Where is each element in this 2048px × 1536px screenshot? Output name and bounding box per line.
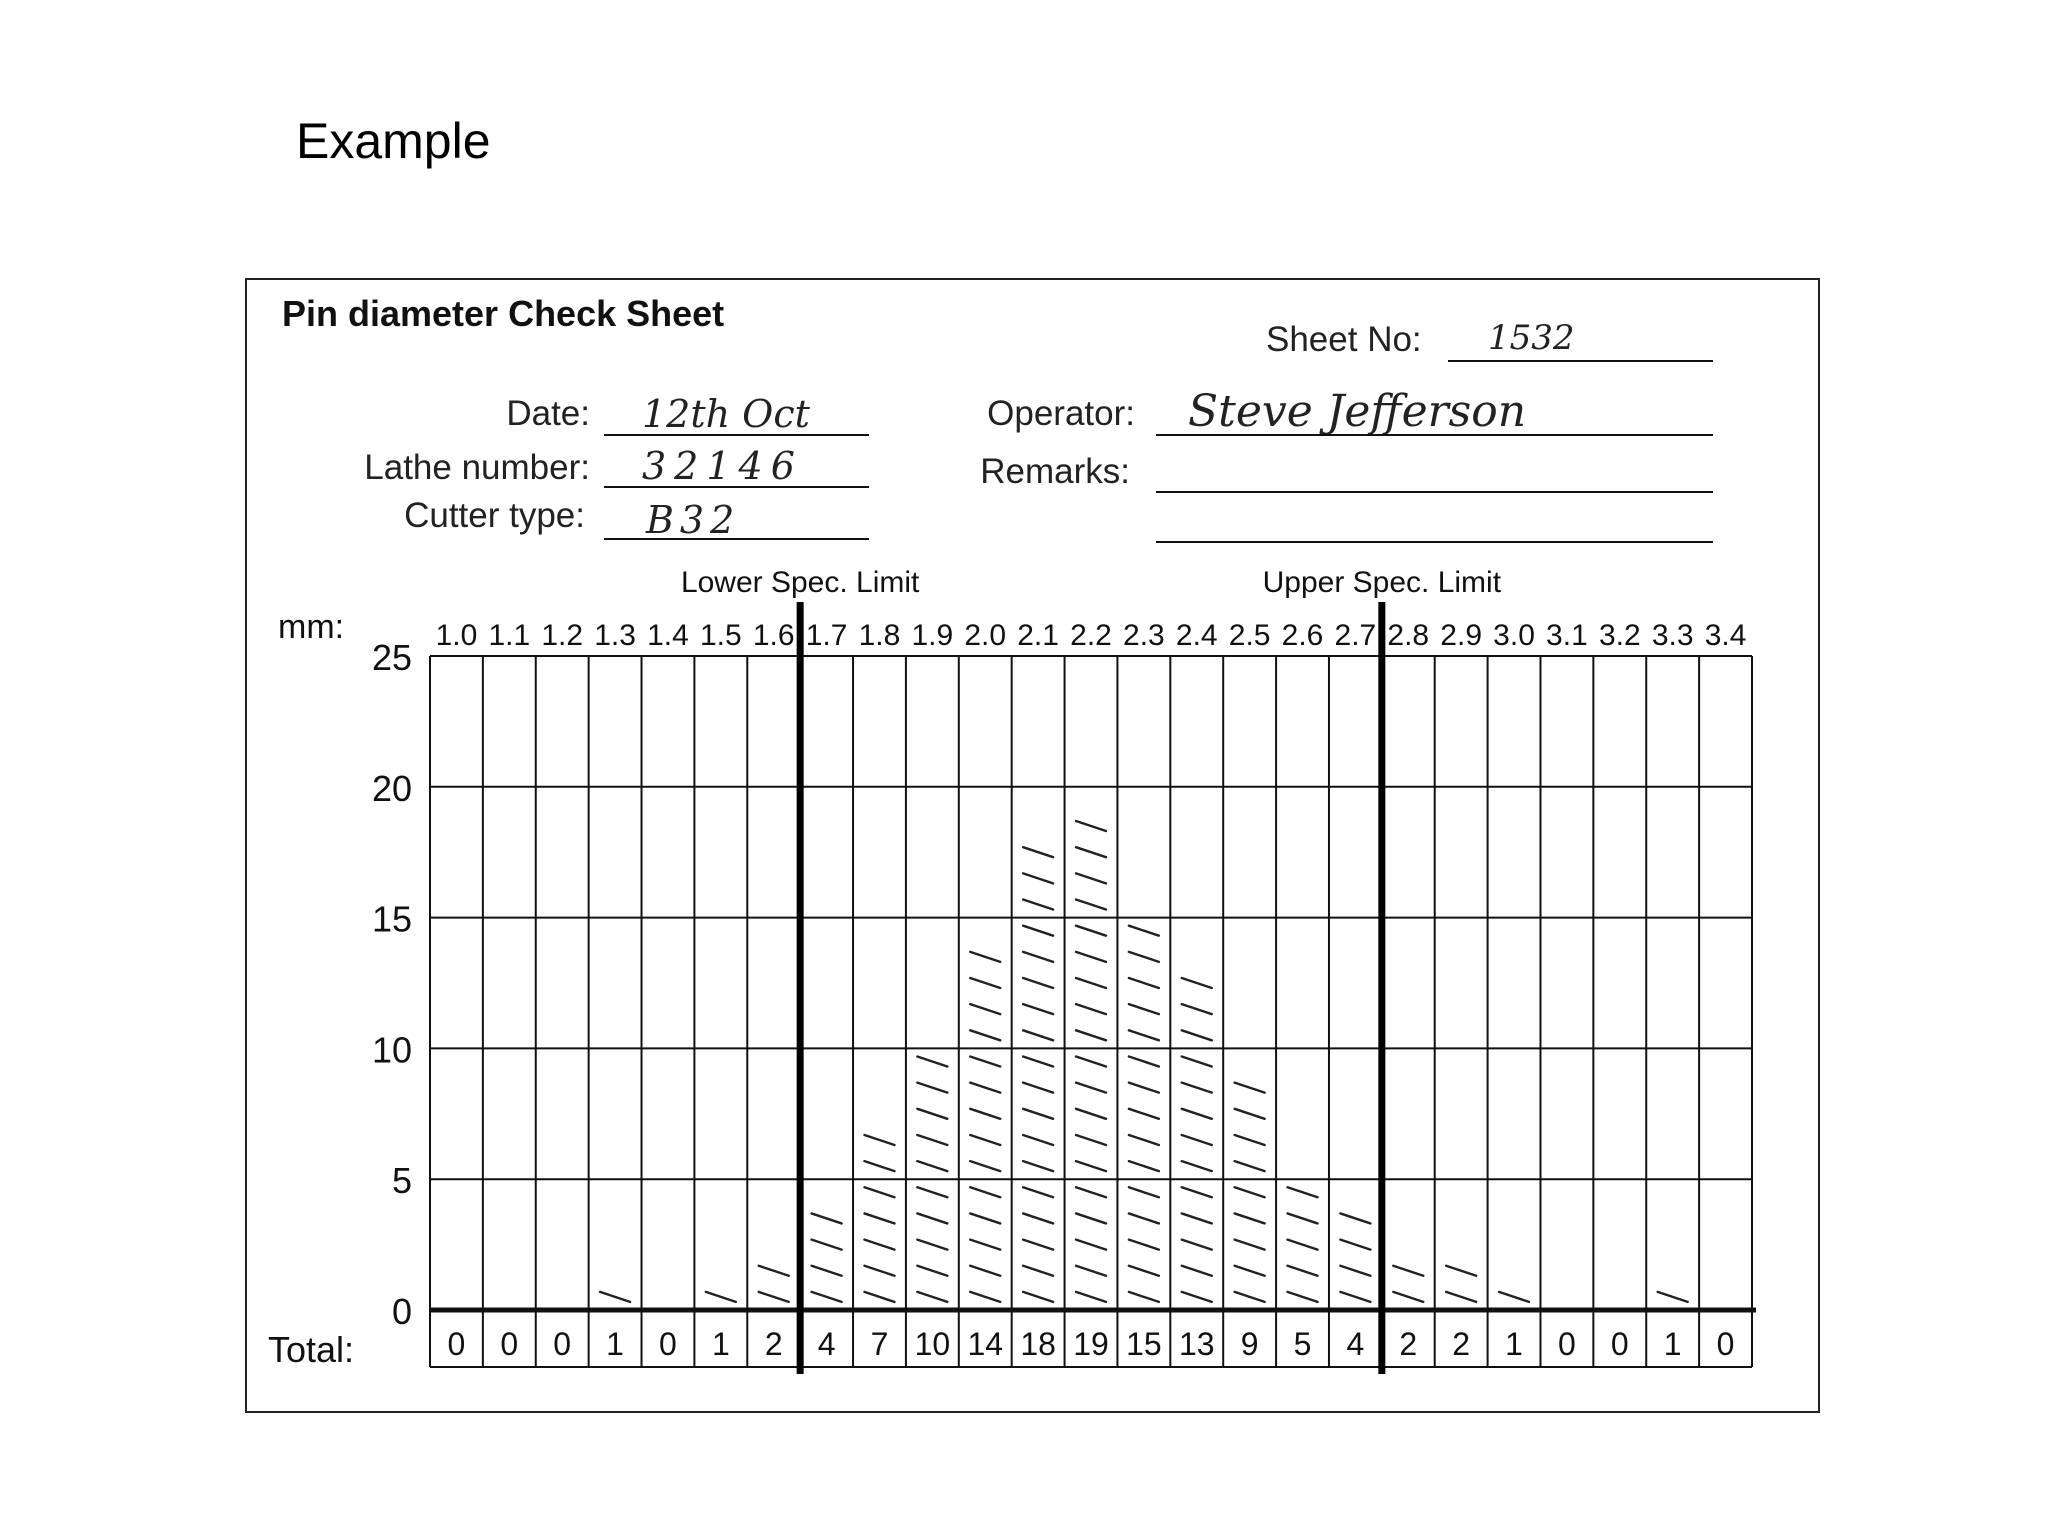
lower-spec-limit-label: Lower Spec. Limit	[680, 566, 920, 599]
tally-mark	[1182, 1266, 1212, 1276]
column-label: 1.8	[858, 619, 901, 652]
tally-mark	[1023, 847, 1053, 857]
tally-mark	[970, 1213, 1000, 1223]
tally-mark	[1129, 1240, 1159, 1250]
tally-mark	[1023, 1135, 1053, 1145]
column-total: 9	[1240, 1326, 1259, 1362]
column-total: 2	[1399, 1326, 1418, 1362]
tally-mark	[1076, 978, 1106, 988]
tally-mark	[1235, 1083, 1265, 1093]
lathe-number-label: Lathe number:	[364, 448, 590, 487]
tally-mark	[1182, 1083, 1212, 1093]
tally-mark	[1076, 1135, 1106, 1145]
column-total: 14	[967, 1326, 1004, 1362]
tally-mark	[1288, 1292, 1318, 1302]
tally-mark	[1076, 1109, 1106, 1119]
tally-mark	[1340, 1213, 1370, 1223]
column-total: 4	[817, 1326, 836, 1362]
column-label: 2.9	[1440, 619, 1483, 652]
slide-title: Example	[296, 113, 491, 169]
column-label: 1.9	[911, 619, 954, 652]
tally-mark	[1129, 978, 1159, 988]
tally-mark	[917, 1109, 947, 1119]
tally-mark	[1288, 1213, 1318, 1223]
tally-mark	[1129, 1083, 1159, 1093]
column-total: 2	[1452, 1326, 1471, 1362]
tally-mark	[1076, 873, 1106, 883]
column-label: 3.4	[1704, 619, 1747, 652]
tally-mark	[1076, 1292, 1106, 1302]
tally-mark	[1340, 1292, 1370, 1302]
tally-mark	[812, 1266, 842, 1276]
column-label: 2.2	[1070, 619, 1112, 652]
tally-mark	[917, 1240, 947, 1250]
column-total: 1	[606, 1326, 624, 1362]
column-label: 2.5	[1228, 619, 1271, 652]
column-label: 2.7	[1334, 619, 1377, 652]
tally-mark	[1340, 1266, 1370, 1276]
tally-mark	[1235, 1266, 1265, 1276]
tally-mark	[1288, 1240, 1318, 1250]
remarks-label: Remarks:	[980, 452, 1130, 491]
tally-mark	[1182, 1292, 1212, 1302]
tally-mark	[1235, 1292, 1265, 1302]
column-total: 19	[1073, 1326, 1109, 1362]
cutter-type-value[interactable]: B32	[646, 498, 741, 542]
tally-mark	[970, 1187, 1000, 1197]
column-label: 1.2	[541, 619, 584, 652]
tally-mark	[812, 1292, 842, 1302]
tally-mark	[970, 1004, 1000, 1014]
tally-mark	[1235, 1161, 1265, 1171]
column-label: 1.1	[488, 619, 531, 652]
tally-mark	[1076, 1004, 1106, 1014]
column-total: 0	[1558, 1326, 1576, 1362]
tally-mark	[1129, 1292, 1159, 1302]
y-tick-label: 25	[371, 637, 412, 678]
sheet-title: Pin diameter Check Sheet	[282, 293, 725, 334]
date-value[interactable]: 12th Oct	[642, 392, 810, 436]
tally-mark	[1129, 1109, 1159, 1119]
tally-mark	[1076, 1266, 1106, 1276]
column-label: 2.3	[1123, 619, 1165, 652]
tally-mark	[970, 1083, 1000, 1093]
sheet-no-label: Sheet No:	[1266, 320, 1422, 359]
tally-mark	[1288, 1266, 1318, 1276]
lathe-number-value[interactable]: 32146	[642, 444, 803, 488]
column-label: 1.6	[752, 619, 795, 652]
tally-mark	[1076, 900, 1106, 910]
column-total: 0	[447, 1326, 466, 1362]
tally-mark	[970, 1135, 1000, 1145]
column-label: 2.8	[1387, 619, 1430, 652]
tally-mark	[1023, 1161, 1053, 1171]
tally-mark	[970, 1292, 1000, 1302]
column-total: 1	[1505, 1326, 1523, 1362]
tally-mark	[1023, 873, 1053, 883]
tally-mark	[1499, 1292, 1529, 1302]
tally-mark	[1182, 1109, 1212, 1119]
tally-mark	[812, 1213, 842, 1223]
column-total: 0	[500, 1326, 519, 1362]
tally-mark	[864, 1292, 894, 1302]
tally-mark	[1340, 1240, 1370, 1250]
tally-mark	[970, 1056, 1000, 1066]
tally-mark	[1235, 1213, 1265, 1223]
tally-mark	[970, 1240, 1000, 1250]
tally-mark	[706, 1292, 736, 1302]
tally-mark	[1076, 926, 1106, 936]
column-label: 3.3	[1651, 619, 1694, 652]
column-label: 2.0	[964, 619, 1007, 652]
column-label: 2.4	[1175, 619, 1218, 652]
tally-mark	[1076, 1056, 1106, 1066]
y-axis-unit-label: mm:	[278, 608, 345, 646]
column-total: 7	[870, 1326, 889, 1362]
tally-mark	[1129, 1266, 1159, 1276]
column-label: 3.1	[1546, 619, 1588, 652]
tally-mark	[1023, 926, 1053, 936]
tally-mark	[1076, 1161, 1106, 1171]
column-total: 15	[1126, 1326, 1162, 1362]
column-total: 0	[1610, 1326, 1629, 1362]
tally-mark	[917, 1266, 947, 1276]
column-label: 1.4	[647, 619, 689, 652]
tally-mark	[1129, 926, 1159, 936]
tally-mark	[1288, 1187, 1318, 1197]
tally-mark	[970, 952, 1000, 962]
tally-mark	[1129, 1161, 1159, 1171]
column-label: 1.7	[805, 619, 848, 652]
y-tick-label: 10	[371, 1029, 412, 1071]
column-label: 1.3	[594, 619, 636, 652]
tally-mark	[970, 1030, 1000, 1040]
tally-mark	[1129, 1213, 1159, 1223]
tally-mark	[1076, 952, 1106, 962]
tally-mark	[1235, 1135, 1265, 1145]
operator-label: Operator:	[987, 394, 1135, 433]
cutter-type-label: Cutter type:	[404, 496, 585, 535]
tally-mark	[864, 1266, 894, 1276]
tally-mark	[1393, 1292, 1423, 1302]
tally-mark	[1182, 1240, 1212, 1250]
column-label: 2.6	[1281, 619, 1324, 652]
tally-mark	[1182, 1056, 1212, 1066]
column-label: 1.0	[435, 619, 478, 652]
tally-mark	[970, 978, 1000, 988]
tally-mark	[1129, 1135, 1159, 1145]
total-row-label: Total:	[268, 1329, 355, 1370]
tally-mark	[1446, 1292, 1476, 1302]
tally-mark	[1129, 1030, 1159, 1040]
column-total: 5	[1293, 1326, 1312, 1362]
tally-mark	[917, 1135, 947, 1145]
tally-mark	[1182, 1213, 1212, 1223]
tally-mark	[917, 1187, 947, 1197]
y-tick-label: 0	[391, 1291, 412, 1332]
tally-mark	[1182, 978, 1212, 988]
tally-mark	[917, 1213, 947, 1223]
column-total: 18	[1020, 1326, 1056, 1362]
tally-mark	[1235, 1109, 1265, 1119]
column-total: 1	[1663, 1326, 1682, 1362]
tally-mark	[1658, 1292, 1688, 1302]
column-label: 3.2	[1598, 619, 1641, 652]
tally-mark	[1182, 1135, 1212, 1145]
column-total: 0	[553, 1326, 572, 1362]
tally-mark	[1182, 1030, 1212, 1040]
operator-value[interactable]: Steve Jefferson	[1188, 386, 1527, 437]
tally-mark	[864, 1213, 894, 1223]
y-tick-label: 5	[391, 1160, 412, 1202]
tally-mark	[1393, 1266, 1423, 1276]
tally-mark	[1076, 1187, 1106, 1197]
tally-mark	[1235, 1187, 1265, 1197]
tally-mark	[1023, 1187, 1053, 1197]
tally-mark	[1129, 952, 1159, 962]
tally-mark	[1023, 952, 1053, 962]
column-label: 2.1	[1017, 619, 1059, 652]
tally-mark	[1129, 1187, 1159, 1197]
tally-mark	[1023, 1056, 1053, 1066]
column-total: 1	[711, 1326, 730, 1362]
tally-mark	[1023, 1240, 1053, 1250]
y-tick-label: 15	[371, 898, 412, 940]
tally-mark	[759, 1292, 789, 1302]
tally-mark	[812, 1240, 842, 1250]
tally-mark	[1023, 1083, 1053, 1093]
tally-mark	[759, 1266, 789, 1276]
y-tick-label: 20	[371, 767, 412, 809]
tally-mark	[1182, 1004, 1212, 1014]
date-label: Date:	[506, 394, 590, 433]
tally-mark	[970, 1109, 1000, 1119]
tally-mark	[1023, 978, 1053, 988]
tally-mark	[1182, 1161, 1212, 1171]
column-total: 2	[764, 1326, 783, 1362]
tally-mark	[917, 1056, 947, 1066]
column-total: 0	[1716, 1326, 1735, 1362]
column-total: 10	[914, 1326, 951, 1362]
tally-mark	[864, 1135, 894, 1145]
tally-mark	[864, 1161, 894, 1171]
tally-mark	[1023, 1030, 1053, 1040]
tally-mark	[1076, 1240, 1106, 1250]
tally-mark	[1182, 1187, 1212, 1197]
upper-spec-limit-label: Upper Spec. Limit	[1262, 566, 1502, 599]
tally-mark	[1023, 900, 1053, 910]
tally-mark	[1446, 1266, 1476, 1276]
column-label: 1.5	[699, 619, 742, 652]
tally-mark	[970, 1161, 1000, 1171]
tally-mark	[1076, 847, 1106, 857]
column-label: 3.0	[1493, 619, 1535, 652]
tally-mark	[600, 1292, 630, 1302]
tally-mark	[970, 1266, 1000, 1276]
tally-mark	[1129, 1004, 1159, 1014]
tally-mark	[1023, 1109, 1053, 1119]
tally-mark	[917, 1161, 947, 1171]
tally-mark	[1129, 1056, 1159, 1066]
tally-mark	[917, 1292, 947, 1302]
column-total: 4	[1346, 1326, 1365, 1362]
tally-mark	[1023, 1213, 1053, 1223]
tally-mark	[1076, 821, 1106, 831]
tally-mark	[1023, 1292, 1053, 1302]
tally-mark	[1235, 1240, 1265, 1250]
tally-mark	[917, 1083, 947, 1093]
column-total: 13	[1178, 1326, 1215, 1362]
tally-mark	[864, 1240, 894, 1250]
tally-mark	[1023, 1004, 1053, 1014]
tally-mark	[1076, 1213, 1106, 1223]
tally-mark	[1076, 1083, 1106, 1093]
tally-mark	[864, 1187, 894, 1197]
sheet-no-value[interactable]: 1532	[1488, 318, 1575, 358]
tally-mark	[1076, 1030, 1106, 1040]
tally-mark	[1023, 1266, 1053, 1276]
column-total: 0	[659, 1326, 677, 1362]
